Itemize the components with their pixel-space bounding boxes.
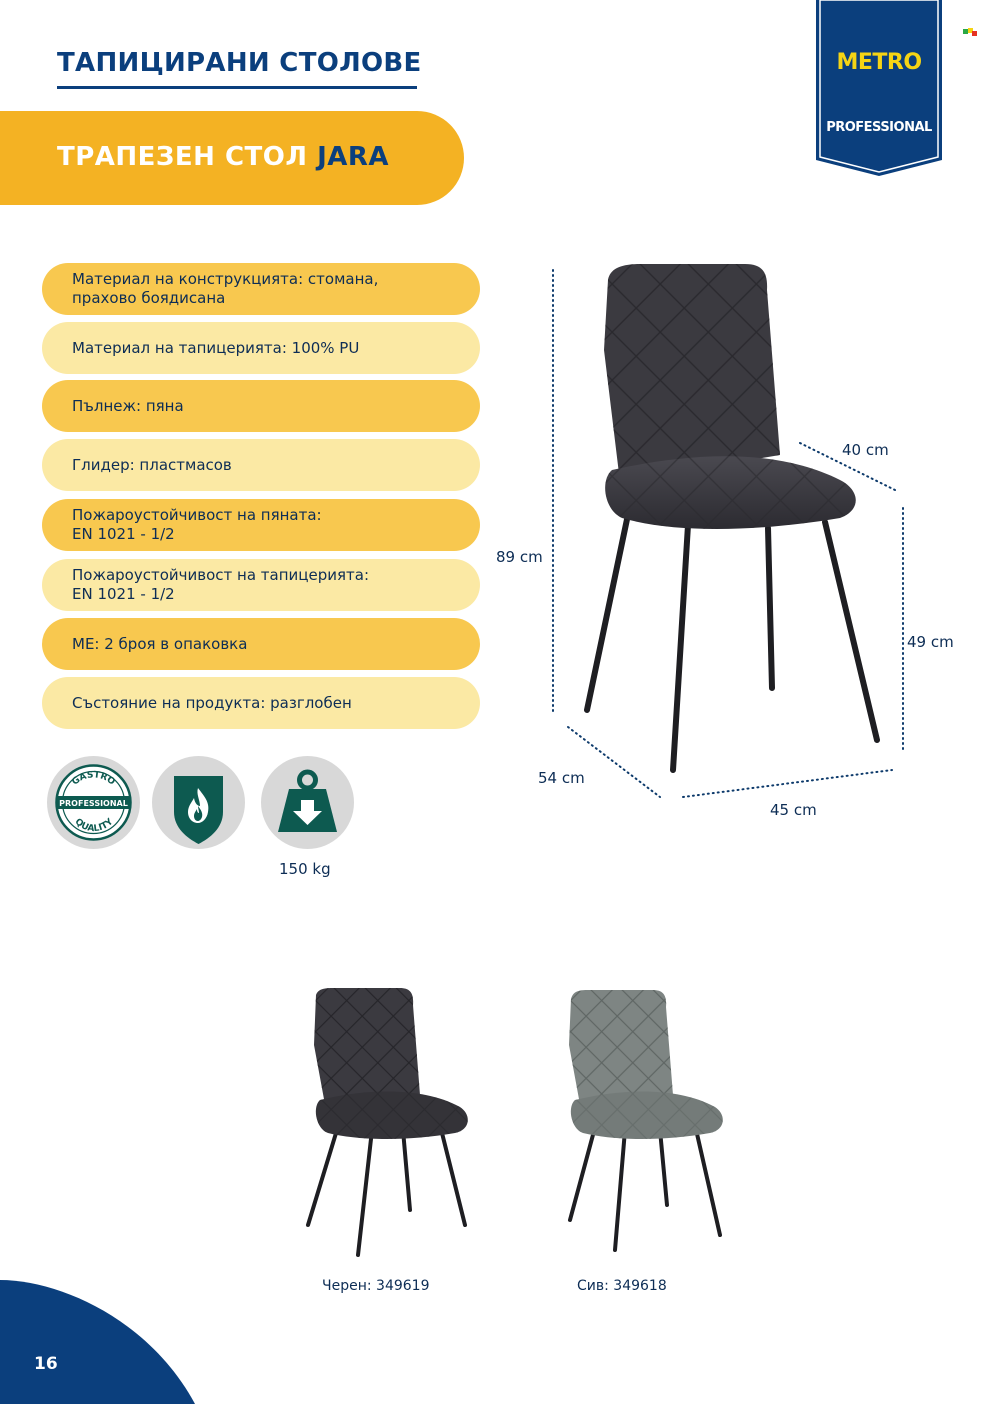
product-title (57, 142, 389, 172)
fire-resistance-badge (152, 756, 245, 849)
variant-grey-caption: Сив: 349618 (577, 1278, 667, 1294)
product-title-prefix: ТРАПЕЗЕН СТОЛ (57, 142, 308, 172)
fire-shield-icon (152, 756, 245, 849)
svg-text:METRO: METRO (836, 50, 922, 75)
spec-frame-material: Материал на конструкцията: стомана, прахово боядисана (42, 263, 480, 315)
chair-dimension-drawing (540, 260, 980, 820)
chair-variant-grey (555, 985, 735, 1265)
width-dimension-label: 45 cm (770, 801, 817, 819)
gastro-quality-seal-icon (47, 756, 140, 849)
corner-color-dots (963, 28, 977, 36)
weight-capacity-badge (261, 756, 354, 849)
weight-capacity-label: 150 kg (279, 860, 331, 878)
product-model: JARA (317, 142, 390, 172)
section-title: ТАПИЦИРАНИ СТОЛОВЕ (57, 48, 422, 78)
svg-text:PROFESSIONAL: PROFESSIONAL (826, 120, 932, 135)
spec-upholstery-material: Материал на тапицерията: 100% PU (42, 322, 480, 374)
weight-load-icon (261, 756, 354, 849)
title-underline (57, 86, 417, 89)
metro-professional-logo (816, 0, 942, 176)
spec-product-state: Състояние на продукта: разглобен (42, 677, 480, 729)
gastro-top-text: GASTRO (70, 770, 117, 788)
spec-foam-fire-resistance: Пожароустойчивост на пяната: EN 1021 - 1/2 (42, 499, 480, 551)
seat-height-dimension-label: 49 cm (907, 633, 954, 651)
gastro-bottom-text: QUALITY (72, 817, 116, 835)
chair-variant-black (300, 985, 480, 1265)
chair-leg (825, 522, 877, 740)
gastro-mid-text: PROFESSIONAL (59, 799, 128, 808)
spec-upholstery-fire-resistance: Пожароустойчивост на тапицерията: EN 1021 - 1/2 (42, 559, 480, 611)
chair-leg (673, 525, 688, 770)
chair-leg (587, 505, 630, 710)
page-number: 16 (34, 1354, 58, 1374)
chair-leg (768, 528, 772, 688)
page-corner-shape (0, 1280, 200, 1404)
width-dimension-line (683, 770, 892, 797)
seat-depth-dimension-label: 40 cm (842, 441, 889, 459)
spec-filling: Пълнеж: пяна (42, 380, 480, 432)
variant-black-caption: Черен: 349619 (322, 1278, 430, 1294)
height-dimension-label: 89 cm (496, 548, 543, 566)
depth-dimension-label: 54 cm (538, 769, 585, 787)
spec-packaging-unit: МЕ: 2 броя в опаковка (42, 618, 480, 670)
gastro-quality-badge (47, 756, 140, 849)
spec-glider: Глидер: пластмасов (42, 439, 480, 491)
